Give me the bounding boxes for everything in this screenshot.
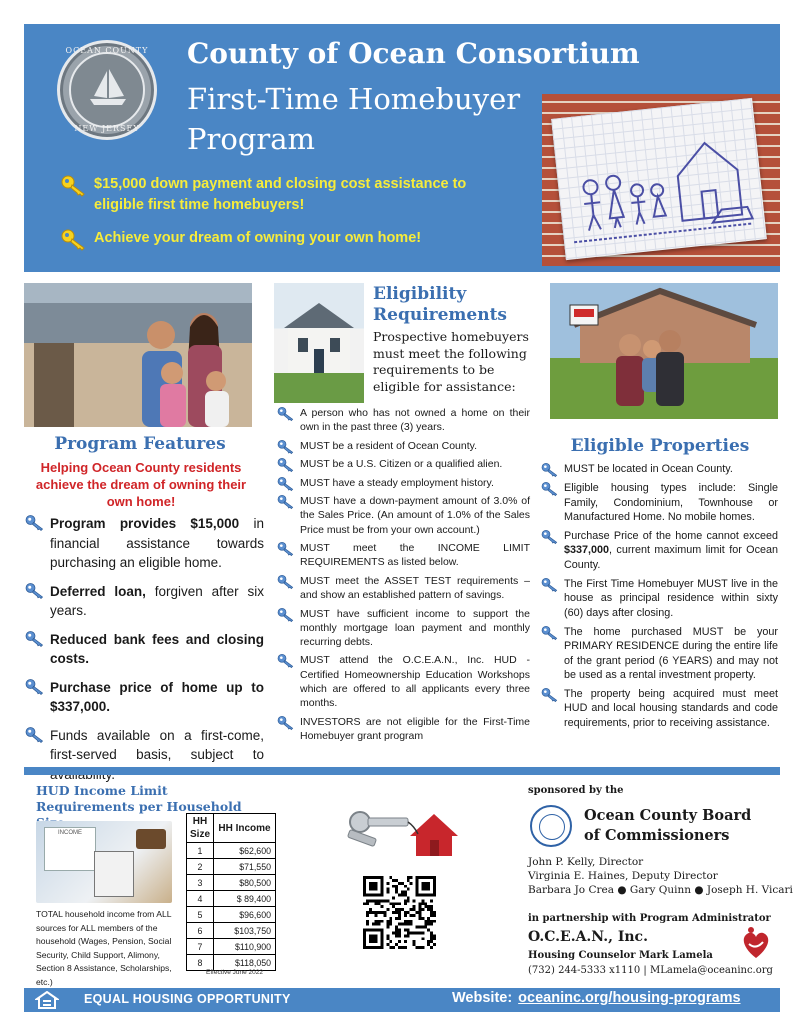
table-row — [187, 891, 276, 907]
key-icon — [24, 678, 46, 696]
key-icon — [24, 514, 46, 532]
income-document — [44, 827, 96, 871]
website-label: Website: — [452, 990, 513, 1006]
eligibility-text: INVESTORS are not eligible for the First-Time Homebuyer grant program — [300, 715, 530, 742]
wallet — [136, 829, 166, 849]
equal-housing-text: EQUAL HOUSING OPPORTUNITY — [84, 992, 291, 1006]
list-item — [24, 514, 264, 573]
table-header-row — [187, 814, 276, 843]
drawing-paper — [551, 98, 767, 260]
list-item — [276, 653, 530, 710]
key-icon — [276, 406, 296, 422]
key-icon — [276, 607, 296, 623]
list-item — [276, 715, 530, 743]
income-calculator-image — [36, 821, 172, 903]
hh-income-cell: $96,600 — [214, 907, 276, 923]
list-item — [24, 726, 264, 785]
county-board-seal — [530, 805, 572, 847]
eligibility-heading — [373, 284, 508, 326]
hh-size-cell: 4 — [187, 891, 214, 907]
hh-income-cell: $ 89,400 — [214, 891, 276, 907]
property-text: MUST be located in Ocean County. — [564, 463, 733, 475]
list-item — [540, 481, 778, 524]
property-text: The property being acquired must meet HUD and local housing standards and code requirements, prior to receiving assistance. — [564, 688, 778, 729]
table-row — [187, 843, 276, 859]
key-icon — [540, 577, 560, 593]
keys-house-icon — [338, 800, 468, 860]
board-name-line2: of Commissioners — [584, 827, 730, 844]
feature-bold: Deferred loan, — [50, 583, 146, 599]
property-text: The First Time Homebuyer MUST live in the house as principal residence within sixty (60) days after closing. — [564, 578, 778, 619]
ocean-inc-logo — [737, 924, 775, 962]
hh-income-cell: $110,900 — [214, 939, 276, 955]
key-icon — [276, 494, 296, 510]
board-name — [584, 806, 751, 846]
feature-text: in financial assistance towards purchasing an eligible home. — [50, 516, 264, 570]
feature-bold: Program provides $15,000 — [50, 516, 240, 531]
key-icon — [540, 481, 560, 497]
eligibility-text: MUST have a steady employment history. — [300, 476, 494, 489]
ship-icon — [82, 63, 134, 115]
list-item — [24, 678, 264, 717]
seal-bottom-text: NEW JERSEY — [74, 124, 140, 133]
website-link[interactable]: oceaninc.org/housing-programs — [518, 990, 741, 1006]
eligibility-intro: Prospective homebuyers must meet the following requirements to be eligible for assistance: — [373, 329, 529, 394]
key-icon — [540, 625, 560, 641]
list-item — [540, 625, 778, 682]
list-item — [540, 577, 778, 620]
key-icon — [276, 574, 296, 590]
property-text: , current maximum limit for Ocean County. — [564, 544, 778, 571]
feature-bold: Reduced bank fees and closing costs. — [50, 631, 264, 666]
list-item — [540, 462, 778, 476]
sponsored-by-label: sponsored by the — [528, 785, 624, 796]
key-icon — [276, 541, 296, 557]
list-item — [276, 541, 530, 569]
hh-size-cell: 8 — [187, 955, 214, 971]
hh-income-cell: $118,050 — [214, 955, 276, 971]
feature-text: forgiven after six years. — [50, 583, 264, 618]
child-drawing-image — [542, 94, 780, 266]
header-bullet-text: Achieve your dream of owning your own home! — [94, 230, 422, 246]
list-item — [540, 529, 778, 572]
table-row — [187, 907, 276, 923]
eligibility-text: MUST have a down-payment amount of 3.0% of the Sales Price. (An amount of 1.0% of the Sales Price must be from your own account.) — [300, 495, 530, 536]
header-banner — [24, 24, 780, 272]
page-title: County of Ocean Consortium — [187, 37, 640, 70]
key-icon — [24, 726, 46, 744]
seal-top-text: OCEAN COUNTY — [65, 46, 149, 55]
equal-housing-icon — [35, 991, 59, 1009]
family-house-drawing — [551, 98, 767, 260]
section-divider — [24, 767, 780, 775]
list-item — [276, 406, 530, 434]
county-seal — [57, 40, 157, 140]
house-photo — [274, 283, 364, 403]
list-item — [276, 494, 530, 537]
eligibility-text: MUST be a resident of Ocean County. — [300, 439, 478, 452]
hh-size-cell: 1 — [187, 843, 214, 859]
key-icon — [540, 462, 560, 478]
qr-code[interactable] — [363, 876, 436, 949]
director: John P. Kelly, Director — [528, 856, 644, 868]
eligibility-text: MUST have sufficient income to support the monthly mortgage loan payment and monthly recurring debts. — [300, 607, 530, 648]
contact-info[interactable]: (732) 244-5333 x1110 | MLamela@oceaninc.org — [528, 965, 773, 976]
hh-size-cell: 5 — [187, 907, 214, 923]
key-icon — [60, 174, 88, 198]
key-icon — [24, 630, 46, 648]
list-item — [276, 476, 530, 490]
table-row — [187, 875, 276, 891]
key-icon — [276, 476, 296, 492]
list-item — [24, 630, 264, 669]
hh-size-cell: 6 — [187, 923, 214, 939]
income-image-label: INCOME — [58, 830, 82, 836]
board-name-line1: Ocean County Board — [584, 807, 752, 824]
effective-date: Effective June 2022 — [206, 969, 263, 976]
key-icon — [60, 228, 88, 252]
members: Barbara Jo Crea ● Gary Quinn ● Joseph H. Vicari — [528, 884, 793, 896]
table-row — [187, 923, 276, 939]
header-bullet — [60, 228, 520, 249]
deputy-director: Virginia E. Haines, Deputy Director — [528, 870, 718, 882]
eligible-properties-list — [540, 462, 778, 735]
family-sold-house-photo — [550, 283, 778, 419]
list-item — [276, 439, 530, 453]
eligibility-text: MUST meet the INCOME LIMIT REQUIREMENTS as listed below. — [300, 542, 530, 569]
eligibility-text: MUST meet the ASSET TEST requirements – and show an established pattern of savings. — [300, 574, 530, 602]
header-bullets — [60, 174, 520, 261]
key-icon — [276, 439, 296, 455]
eligible-properties-heading: Eligible Properties — [570, 436, 750, 456]
partner-label: in partnership with Program Administrator — [528, 913, 771, 924]
hh-income-cell: $62,600 — [214, 843, 276, 859]
income-description: TOTAL household income from ALL sources for ALL members of the household (Wages, Pension, Social Security, Child Support, Alimony, Section 8 Assistance, Scholarships, etc.) — [36, 909, 172, 987]
key-icon — [276, 653, 296, 669]
table-row — [187, 859, 276, 875]
header-bullet — [60, 174, 520, 216]
program-features-list — [24, 514, 264, 793]
list-item — [24, 582, 264, 621]
eligibility-list — [276, 406, 530, 747]
property-text: The home purchased MUST be your PRIMARY RESIDENCE during the entire life of the grant period (6 YEARS) and may not be used as a rental investment property. — [564, 625, 778, 681]
col-hh-size: HH Size — [187, 814, 214, 843]
property-text: Eligible housing types include: Single Family, Condominium, Townhouse or Manufactured Home. No mobile homes. — [564, 482, 778, 523]
program-features-subtitle: Helping Ocean County residents achieve the dream of owning their own home! — [35, 460, 247, 509]
col-hh-income: HH Income — [214, 814, 276, 843]
key-icon — [276, 715, 296, 731]
program-features-heading: Program Features — [54, 434, 226, 454]
hh-size-cell: 7 — [187, 939, 214, 955]
eligibility-text: A person who has not owned a home on their own in the past three (3) years. — [300, 407, 530, 434]
ocean-org-name: O.C.E.A.N., Inc. — [528, 929, 648, 945]
hh-size-cell: 2 — [187, 859, 214, 875]
table-row — [187, 939, 276, 955]
list-item — [276, 607, 530, 650]
key-icon — [24, 582, 46, 600]
list-item — [276, 574, 530, 602]
property-bold: $337,000 — [564, 544, 610, 557]
eligibility-text: MUST attend the O.C.E.A.N., Inc. HUD - Certified Homeownership Education Workshops which are offered to all applicants every three months. — [300, 654, 530, 710]
list-item — [276, 457, 530, 471]
property-text: Purchase Price of the home cannot exceed — [564, 530, 778, 543]
page-subtitle: First-Time Homebuyer Program — [187, 82, 521, 156]
feature-bold: Purchase price of home up to $337,000. — [50, 679, 264, 714]
eligibility-heading-text: Eligibility Requirements — [373, 284, 508, 325]
hh-income-cell: $80,500 — [214, 875, 276, 891]
housing-counselor: Housing Counselor Mark Lamela — [528, 950, 713, 961]
hh-size-cell: 3 — [187, 875, 214, 891]
header-bullet-text: $15,000 down payment and closing cost assistance to eligible first time homebuyers! — [94, 176, 467, 213]
hh-income-cell: $103,750 — [214, 923, 276, 939]
key-icon — [276, 457, 296, 473]
list-item — [540, 687, 778, 730]
income-limits-heading: HUD Income Limit Requirements per Household — [36, 783, 242, 814]
family-photo — [24, 283, 252, 427]
income-limit-table — [186, 813, 276, 971]
hh-income-cell: $71,550 — [214, 859, 276, 875]
key-icon — [540, 687, 560, 703]
website — [452, 990, 741, 1006]
officials-list — [528, 855, 793, 897]
key-icon — [540, 529, 560, 545]
eligibility-text: MUST be a U.S. Citizen or a qualified alien. — [300, 458, 503, 471]
calculator — [94, 851, 134, 897]
feature-text: Funds available on a first-come, first-served basis, subject to — [50, 727, 264, 762]
